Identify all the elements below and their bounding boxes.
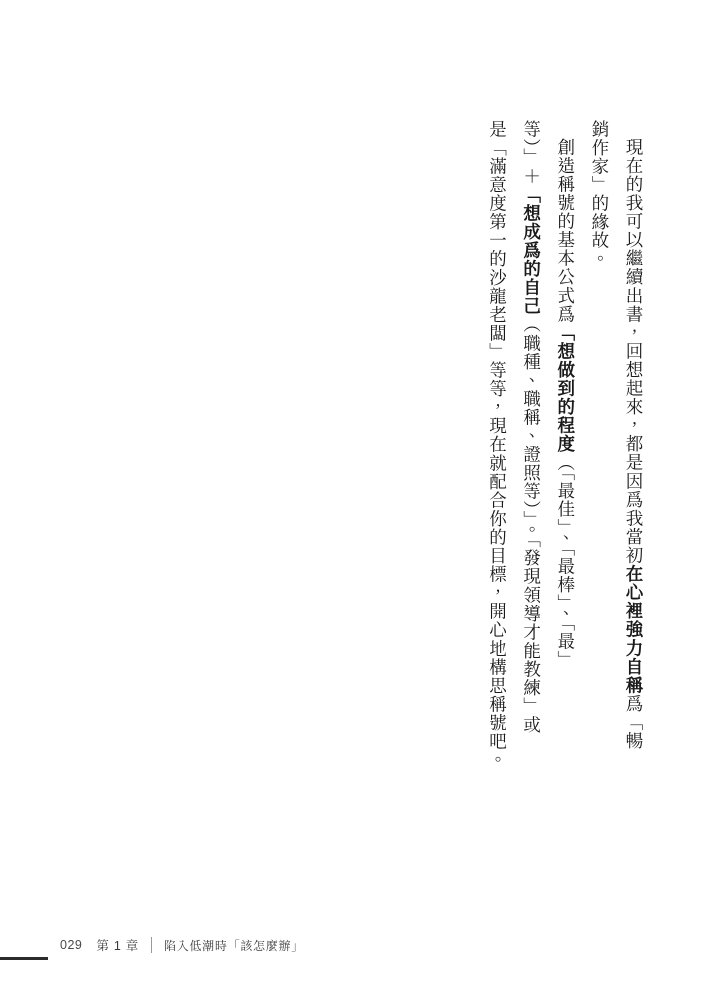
- text-segment: 創造稱號的基本公式爲: [555, 138, 576, 324]
- text-column: [617, 120, 651, 860]
- page-footer: [60, 936, 304, 954]
- footer-rule: [0, 957, 48, 960]
- text-column: [549, 120, 583, 860]
- footer-divider-icon: [151, 937, 152, 953]
- text-segment-emphasis: 「想成爲的自己: [521, 185, 542, 316]
- text-segment: 爲「暢: [624, 694, 644, 751]
- text-segment: 等）」＋: [521, 120, 542, 186]
- text-segment: 是「滿意度第一的沙龍老闆」等等，現在就配合你的目標，開心地構思稱號吧。: [487, 120, 508, 770]
- text-segment: （「最佳」、「最棒」、「最」: [555, 453, 576, 670]
- text-column: [583, 120, 617, 860]
- text-segment-emphasis: 在心裡強力自稱: [624, 564, 644, 695]
- page-number: 029: [60, 938, 83, 952]
- chapter-label: 第 1 章: [96, 939, 140, 953]
- text-column: [515, 120, 549, 860]
- text-segment: （職種、職稱、證照等）」。「發現領導才能教練」或: [521, 315, 542, 735]
- vertical-text-body: [60, 120, 651, 860]
- text-segment-emphasis: 「想做到的程度: [555, 323, 576, 454]
- section-title: 陷入低潮時「該怎麼辦」: [164, 938, 304, 953]
- text-column: [480, 120, 514, 860]
- text-segment: 銷作家」的緣故。: [589, 120, 610, 269]
- text-segment: 現在的我可以繼續出書，回想起來，都是因爲我當初: [624, 138, 644, 565]
